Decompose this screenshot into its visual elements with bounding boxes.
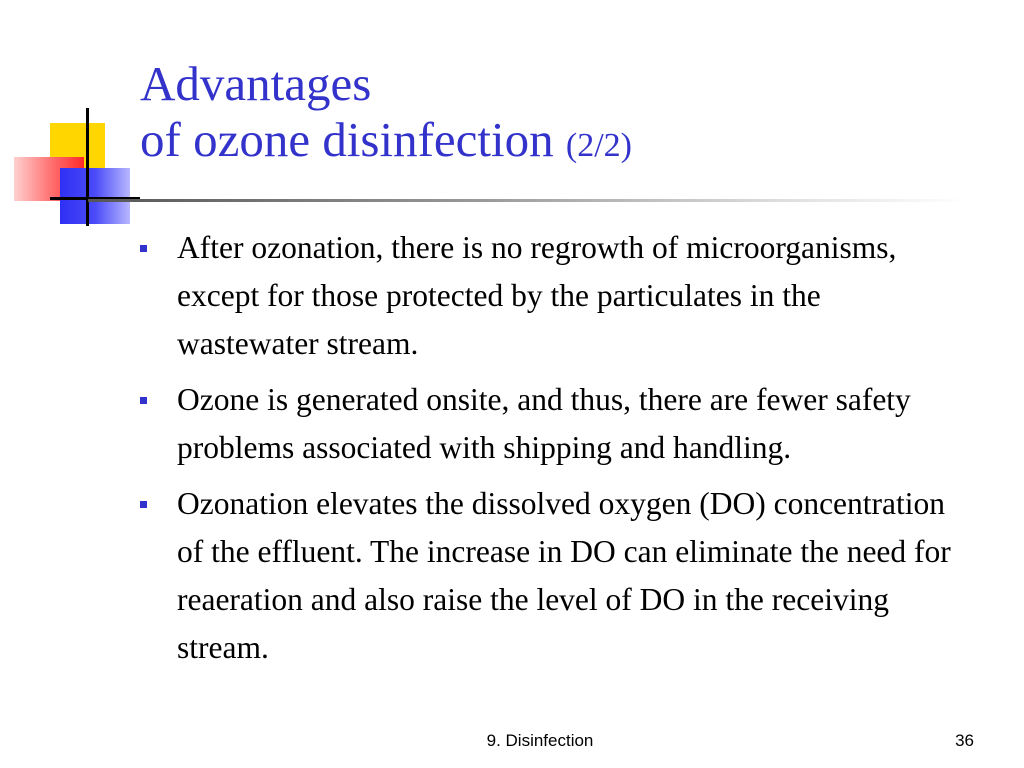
slide-page-number: 36 [955, 731, 974, 750]
bullet-text: Ozone is generated onsite, and thus, there are fewer safety problems associated with shipping and handling. [177, 382, 911, 465]
slide-title-line-2-text: of ozone disinfection [140, 112, 554, 167]
bullet-item [140, 480, 970, 672]
slide-title-part-indicator: (2/2) [565, 127, 632, 164]
slide-title-line-2 [140, 112, 632, 174]
vertical-line-decoration [86, 108, 89, 226]
bullet-square-icon [140, 245, 147, 252]
bullet-item [140, 376, 970, 472]
slide-title-line-1: Advantages [140, 56, 372, 111]
decorative-corner-logo [0, 0, 150, 240]
blue-square-decoration [60, 168, 130, 224]
bullet-square-icon [140, 397, 147, 404]
slide-title [140, 56, 632, 174]
footer-section-label: 9. Disinfection [486, 731, 594, 750]
bullet-item [140, 224, 970, 368]
title-underline-rule [88, 199, 968, 202]
bullet-list [140, 224, 970, 680]
bullet-text: After ozonation, there is no regrowth of microorganisms, except for those protected by the particulates in the wastewater stream. [177, 230, 897, 361]
bullet-text: Ozonation elevates the dissolved oxygen (DO) concentration of the effluent. The increase in DO can eliminate the need for reaeration and also raise the level of DO in the receiving stream. [177, 486, 951, 665]
bullet-square-icon [140, 501, 147, 508]
